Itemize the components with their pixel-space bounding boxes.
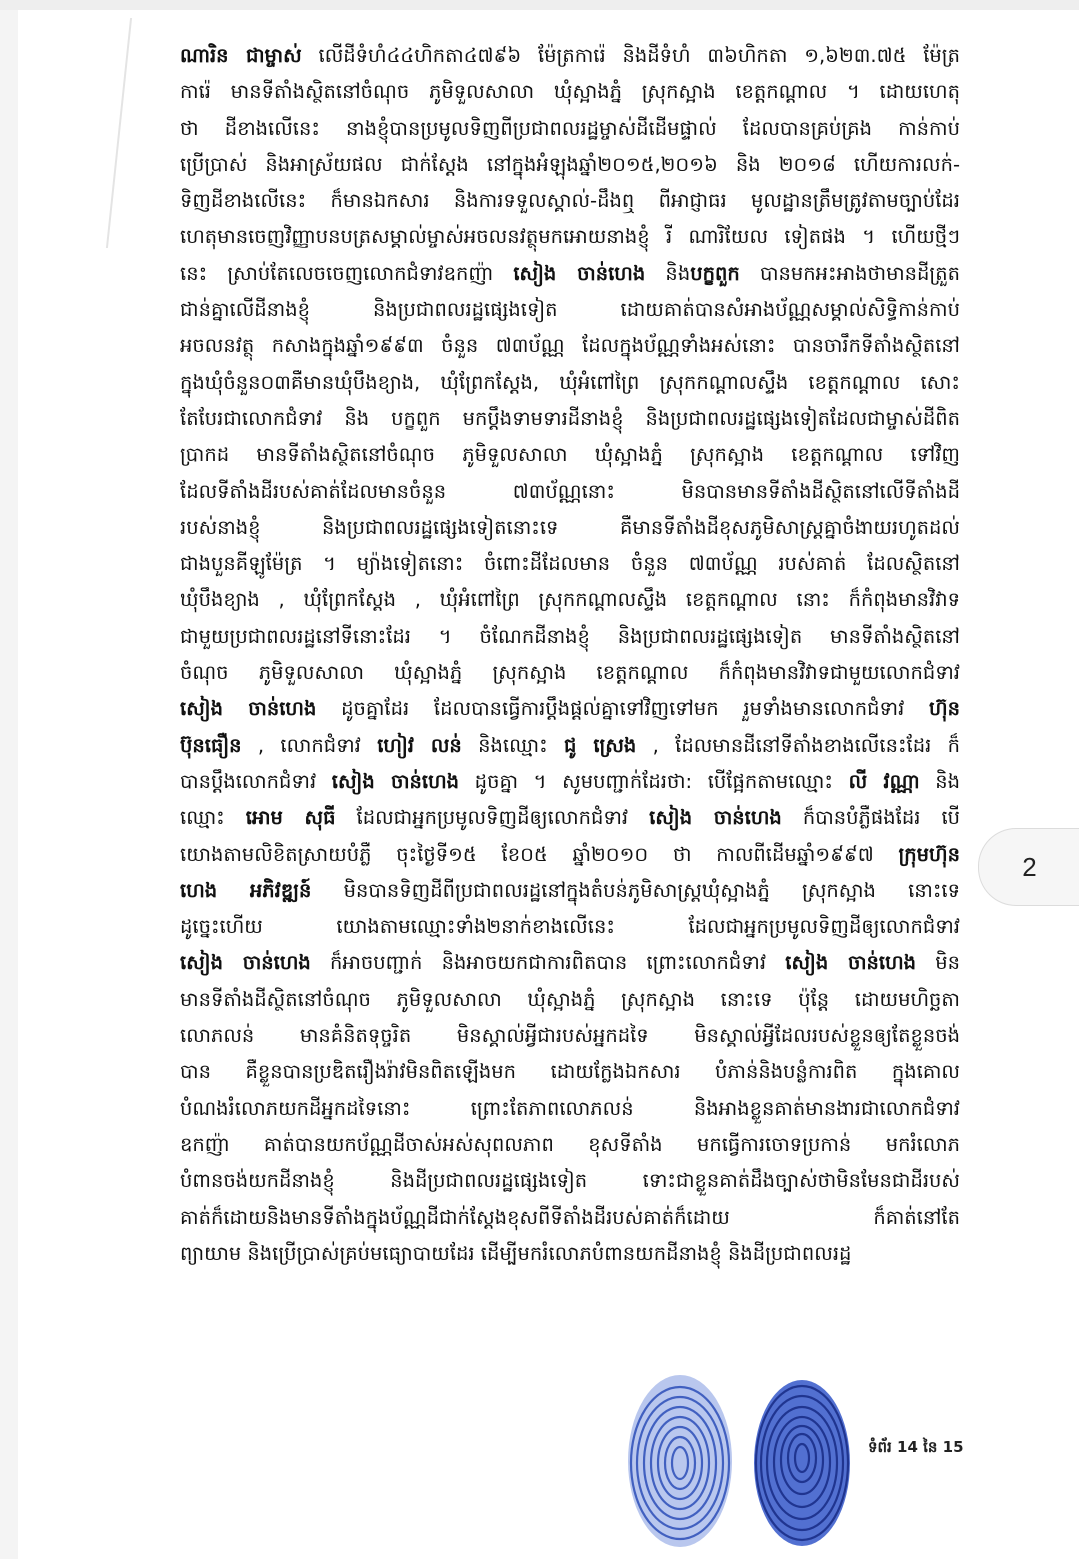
text-line bbox=[180, 474, 960, 510]
text-span: ឧកញ៉ា គាត់បានយកប័ណ្ណដីចាស់អស់សុពលភាព ខុសទីតាំង មកធ្វើការចោទប្រកាន់ មករំលោភ bbox=[180, 1132, 960, 1156]
text-line bbox=[180, 546, 960, 582]
text-span: ដូច្នេះហើយ យោងតាមឈ្មោះទាំង២នាក់ខាងលើនេះ ដែលជាអ្នកប្រមូលទិញដីឲ្យលោកជំទាវ bbox=[180, 915, 960, 939]
text-line bbox=[180, 38, 960, 74]
text-line bbox=[180, 74, 960, 110]
page-indicator-tab[interactable] bbox=[978, 828, 1079, 906]
text-line bbox=[180, 1236, 960, 1272]
text-line bbox=[180, 510, 960, 546]
text-span: បំណងរំលោភយកដីអ្នកដទៃនោះ ព្រោះតែភាពលោភលន់ និងអាងខ្លួនគាត់មានងារជាលោកជំទាវ bbox=[180, 1096, 960, 1120]
text-span: បាន គឺខ្លួនបានប្រឌិតរឿងរ៉ាវមិនពិតឡើងមក ដោយក្លែងឯកសារ បំភាន់និងបន្លំការពិត ក្នុងគោល bbox=[180, 1060, 960, 1084]
text-line bbox=[180, 1091, 960, 1127]
viewer-top-edge bbox=[0, 0, 1079, 10]
text-line bbox=[180, 837, 960, 873]
text-span: របស់នាងខ្ញុំ និងប្រជាពលរដ្ឋផ្សេងទៀតនោះទេ គឺមានទីតាំងដីខុសភូមិសាស្ត្រគ្នាចំងាយរហូតដល់ bbox=[180, 515, 960, 539]
text-span: លោភលន់ មានគំនិតទុច្ចរិត មិនស្គាល់អ្វីជារបស់អ្នកដទៃ មិនស្គាល់អ្វីដែលរបស់ខ្លួនឲ្យតែខ្លួនចង់ bbox=[180, 1024, 960, 1048]
text-span: ក៏អាចបញ្ជាក់ និងអាចយកជាការពិតបាន ព្រោះលោកជំទាវ bbox=[310, 951, 786, 975]
bold-name-span: ហេង អភិវឌ្ឍន៍ bbox=[180, 878, 312, 902]
bold-name-span: សៀង ចាន់ហេង bbox=[180, 951, 311, 975]
bold-name-span: លី វណ្ណា bbox=[848, 769, 920, 793]
page-fold-shadow bbox=[106, 18, 170, 248]
text-line bbox=[180, 401, 960, 437]
text-span: និងឈ្មោះ bbox=[461, 733, 565, 757]
text-span: ឃុំបឹងខ្យាង , ឃុំព្រែកស្ដែង , ឃុំអំពៅព្រៃ ស្រុកកណ្ដាលស្ទឹង ខេត្តកណ្ដាល នោះ ក៏កំពុងមានវិវាទ bbox=[180, 588, 960, 612]
text-line bbox=[180, 982, 960, 1018]
text-span: គាត់ក៏ដោយនិងមានទីតាំងក្នុងប័ណ្ណដីជាក់ស្ដែងខុសពីទីតាំងដីរបស់គាត់ក៏ដោយ ក៏គាត់នៅតែ bbox=[180, 1205, 960, 1229]
text-span: ទិញដីខាងលើនេះ ក៏មានឯកសារ និងការទទួលស្គាល់-ដឹងឮ ពីអាជ្ញាធរ មូលដ្ឋានត្រឹមត្រូវតាមច្បាប់ដែរ bbox=[180, 189, 960, 213]
text-span: ដែលទីតាំងដីរបស់គាត់ដែលមានចំនួន ៧៣ប័ណ្ណនោះ មិនបានមានទីតាំងដីស្ថិតនៅលើទីតាំងដី bbox=[180, 479, 960, 503]
bold-name-span: សៀង ចាន់ហេង bbox=[331, 769, 460, 793]
text-span: ចំណុច ភូមិទួលសាលា ឃុំស្អាងភ្នំ ស្រុកស្អាង ខេត្តកណ្ដាល ក៏កំពុងមានវិវាទជាមួយលោកជំទាវ bbox=[180, 661, 960, 685]
text-line bbox=[180, 1200, 960, 1236]
text-line bbox=[180, 147, 960, 183]
text-line bbox=[180, 328, 960, 364]
text-line bbox=[180, 691, 960, 727]
bold-name-span: ហ៊ុន bbox=[929, 697, 960, 721]
text-span: , លោកជំទាវ bbox=[241, 733, 378, 757]
page-indicator-label: 2 bbox=[1022, 851, 1037, 882]
text-span: តែបែរជាលោកជំទាវ និង បក្ខពួក មកប្ដឹងទាមទារដីនាងខ្ញុំ និងប្រជាពលរដ្ឋផ្សេងទៀតដែលជាម្ចាស់ដីពិត bbox=[180, 406, 960, 430]
text-span: ការ៉េ មានទីតាំងស្ថិតនៅចំណុច ភូមិទួលសាលា ឃុំស្អាងភ្នំ ស្រុកស្អាង ខេត្តកណ្ដាល ។ ដោយហេតុ bbox=[180, 80, 960, 104]
text-span: មិនបានទិញដីពីប្រជាពលរដ្ឋនៅក្នុងតំបន់ភូមិសាស្ត្រឃុំស្អាងភ្នំ ស្រុកស្អាង នោះទេ bbox=[311, 878, 960, 902]
text-span: ថា ដីខាងលើនេះ នាងខ្ញុំបានប្រមូលទិញពីប្រជាពលរដ្ឋម្ចាស់ដីដើមផ្ទាល់ ដែលបានគ្រប់គ្រង កាន់កាប់ bbox=[180, 116, 960, 140]
text-line bbox=[180, 365, 960, 401]
text-span: នេះ ស្រាប់តែលេចចេញលោកជំទាវឧកញ៉ា bbox=[180, 261, 514, 285]
bold-name-span: ប៊ុនធឿន bbox=[180, 733, 242, 757]
text-line bbox=[180, 873, 960, 909]
text-span: បានមកអះអាងថាមានដីត្រួត bbox=[739, 261, 960, 285]
text-span: ព្យាយាម និងប្រើប្រាស់គ្រប់មធ្យោបាយដែរ ដើម្បីមករំលោភបំពានយកដីនាងខ្ញុំ និងដីប្រជាពលរដ្ឋ bbox=[180, 1241, 852, 1265]
text-span: ដូចគ្នាដែរ ដែលបានធ្វើការប្ដឹងផ្ដល់គ្នាទៅវិញទៅមក រួមទាំងមានលោកជំទាវ bbox=[316, 697, 930, 721]
bold-name-span: បក្ខពួក bbox=[690, 261, 740, 285]
text-span: បំពានចង់យកដីនាងខ្ញុំ និងដីប្រជាពលរដ្ឋផ្សេងទៀត ទោះជាខ្លួនគាត់ដឹងច្បាស់ថាមិនមែនជាដីរបស់ bbox=[180, 1169, 960, 1193]
bold-name-span: សៀង ចាន់ហេង bbox=[513, 261, 646, 285]
text-line bbox=[180, 945, 960, 981]
bold-name-span: សៀង ចាន់ហេង bbox=[785, 951, 917, 975]
text-span: ប្រាកដ មានទីតាំងស្ថិតនៅចំណុច ភូមិទួលសាលា ឃុំស្អាងភ្នំ ស្រុកស្អាង ខេត្តកណ្ដាល ទៅវិញ bbox=[180, 443, 960, 467]
text-span: ក៏បានបំភ្លឺផងដែរ បើ bbox=[781, 806, 960, 830]
text-span: ហេតុមានចេញវិញ្ញាបនបត្រសម្គាល់ម្ចាស់អចលនវត្ថុមកអោយនាងខ្ញុំ រី ណារិយែល ទៀតផង ។ ហើយថ្មីៗ bbox=[180, 225, 960, 249]
bold-name-span: ជូ ស្រេង bbox=[564, 733, 637, 757]
text-line bbox=[180, 909, 960, 945]
text-span: ជាន់គ្នាលើដីនាងខ្ញុំ និងប្រជាពលរដ្ឋផ្សេងទៀត ដោយគាត់បានសំអាងប័ណ្ណសម្គាល់សិទ្ធិកាន់កាប់ bbox=[180, 298, 960, 322]
text-span: , ដែលមានដីនៅទីតាំងខាងលើនេះដែរ ក៏ bbox=[636, 733, 960, 757]
text-line bbox=[180, 800, 960, 836]
text-span: ដូចគ្នា ។ សូមបញ្ជាក់ដែរថា: បើផ្អែកតាមឈ្មោះ bbox=[459, 769, 849, 793]
bold-name-span: ហៀវ លន់ bbox=[377, 733, 462, 757]
text-line bbox=[180, 111, 960, 147]
text-span: និង bbox=[645, 261, 691, 285]
text-line bbox=[180, 437, 960, 473]
bold-name-span: សៀង ចាន់ហេង bbox=[180, 697, 317, 721]
text-span: ប្រើប្រាស់ និងអាស្រ័យផល ជាក់ស្ដែង នៅក្នុងអំឡុងឆ្នាំ២០១៥,២០១៦ និង ២០១៨ ហើយការលក់- bbox=[180, 152, 960, 176]
text-span: មានទីតាំងដីស្ថិតនៅចំណុច ភូមិទួលសាលា ឃុំស្អាងភ្នំ ស្រុកស្អាង នោះទេ ប៉ុន្តែ ដោយមហិច្ឆតា bbox=[180, 987, 960, 1011]
document-body-text bbox=[180, 38, 960, 1272]
text-line bbox=[180, 256, 960, 292]
text-span: និង bbox=[919, 769, 960, 793]
bold-name-span: អោម សុធី bbox=[245, 806, 336, 830]
text-span: អចលនវត្ថុ កសាងក្នុងឆ្នាំ១៩៩៣ ចំនួន ៧៣ប័ណ្ណ ដែលក្នុងប័ណ្ណទាំងអស់នោះ បានចារឹកទីតាំងស្ថិតនៅ bbox=[180, 334, 960, 358]
text-line bbox=[180, 1163, 960, 1199]
text-span: ក្នុងឃុំចំនួន០៣គឺមានឃុំបឹងខ្យាង, ឃុំព្រែកស្ដែង, ឃុំអំពៅព្រៃ ស្រុកកណ្ដាលស្ទឹង ខេត្តកណ្ដាល សោះ bbox=[180, 370, 960, 394]
text-span: ឈ្មោះ bbox=[180, 806, 246, 830]
text-span: ដែលជាអ្នកប្រមូលទិញដីឲ្យលោកជំទាវ bbox=[335, 806, 650, 830]
right-fingerprint-icon bbox=[752, 1378, 852, 1548]
text-line bbox=[180, 728, 960, 764]
text-span: យោងតាមលិខិតស្រាយបំភ្លឺ ចុះថ្ងៃទី១៥ ខែ០៥ ឆ្នាំ២០១០ ថា កាលពីដើមឆ្នាំ១៩៩៧ bbox=[180, 842, 899, 866]
text-line bbox=[180, 183, 960, 219]
text-line bbox=[180, 1018, 960, 1054]
text-span: មិន bbox=[916, 951, 960, 975]
bold-name-span: ណារិន ជាម្ចាស់ bbox=[180, 44, 302, 67]
text-line bbox=[180, 582, 960, 618]
text-line bbox=[180, 1054, 960, 1090]
text-line bbox=[180, 292, 960, 328]
left-fingerprint-icon bbox=[625, 1373, 735, 1549]
page-number-footer: ទំព័រ 14 នៃ 15 bbox=[868, 1438, 964, 1456]
text-span: បានប្ដឹងលោកជំទាវ bbox=[180, 769, 332, 793]
text-line bbox=[180, 619, 960, 655]
text-span: ជាមួយប្រជាពលរដ្ឋនៅទីនោះដែរ ។ ចំណែកដីនាងខ្ញុំ និងប្រជាពលរដ្ឋផ្សេងទៀត មានទីតាំងស្ថិតនៅ bbox=[180, 624, 960, 648]
text-span: លើដីទំហំ៤៤ហិកតា៤៧៩៦ ម៉ែត្រការ៉េ និងដីទំហំ ៣៦ហិកតា ១,៦២៣.៧៥ ម៉ែត្រ bbox=[301, 44, 960, 67]
text-line bbox=[180, 219, 960, 255]
text-line bbox=[180, 764, 960, 800]
bold-name-span: ក្រុមហ៊ុន bbox=[898, 842, 960, 866]
text-line bbox=[180, 655, 960, 691]
bold-name-span: សៀង ចាន់ហេង bbox=[649, 806, 782, 830]
text-span: ជាងបួនគីឡូម៉ែត្រ ។ ម្យ៉ាងទៀតនោះ ចំពោះដីដែលមាន ចំនួន ៧៣ប័ណ្ណ របស់គាត់ ដែលស្ថិតនៅ bbox=[180, 552, 960, 576]
text-line bbox=[180, 1127, 960, 1163]
